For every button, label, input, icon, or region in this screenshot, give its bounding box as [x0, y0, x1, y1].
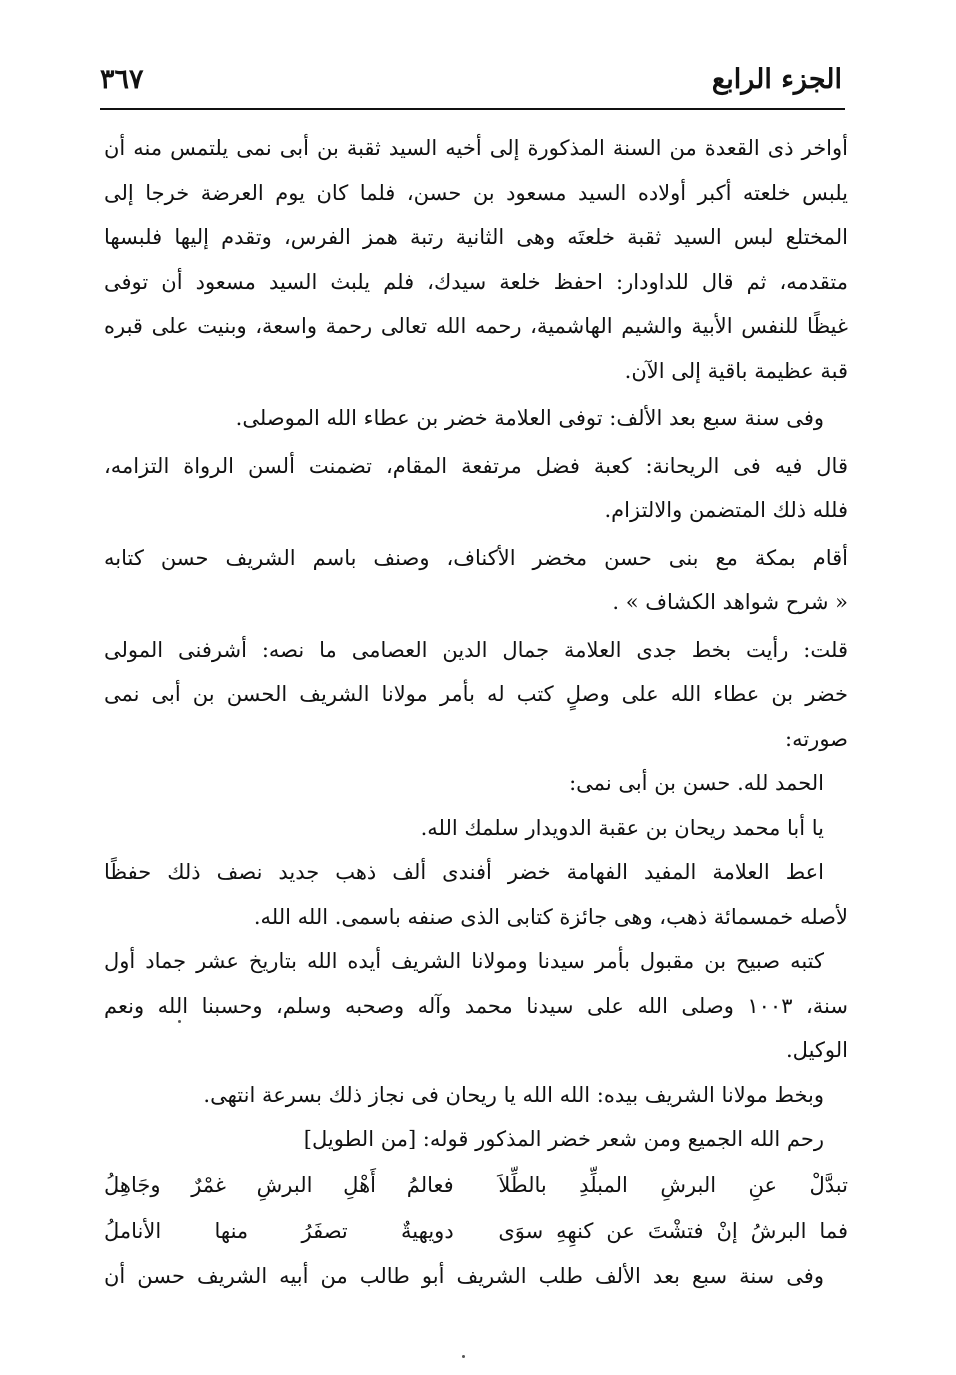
- text-line: وبخط مولانا الشريف بيده: الله الله يا ريحان فى نجاز ذلك بسرعة انتهى.: [203, 1082, 824, 1107]
- verse-second-hemistich: فعالمُ أَهْلِ البرشِ غمْرٌ وجَاهِلُ: [104, 1172, 454, 1197]
- text-line: قلت: رأيت بخط جدى العلامة جمال الدين العصامى ما نصه: أشرفنى المولى: [104, 637, 848, 662]
- text-line: اعط العلامة المفيد الفهامة خضر أفندى ألف ذهب جديد نصف ذلك حفظًا: [104, 860, 824, 884]
- text-line: أقام بمكة مع بنى حسن مخضر الأكناف، وصنف باسم الشريف حسن كتابه: [104, 545, 848, 570]
- text-line: وفى سنة سبع بعد الألف طلب الشريف أبو طالب من أبيه الشريف حسن أن: [104, 1263, 824, 1288]
- header-rule: [100, 108, 845, 110]
- text-line: لأصله خمسمائة ذهب، وهى جائزة كتابى الذى صنفه باسمى. الله الله.: [253, 904, 848, 929]
- text-line: صورته:: [785, 726, 848, 751]
- text-line: فلله ذلك المتضمن والالتزام.: [604, 498, 848, 522]
- text-line: أواخر ذى القعدة من السنة المذكورة إلى أخيه السيد ثقبة بن أبى نمى يلتمس منه أن: [104, 136, 848, 160]
- page-header: [100, 60, 842, 104]
- text-line: الحمد لله. حسن بن أبى نمى:: [569, 771, 824, 795]
- scan-speck: [178, 1020, 181, 1023]
- text-line: « شرح شواهد الكشاف » .: [612, 590, 848, 614]
- verse-first-hemistich: فما البرشُ إنْ فتشْتَ عن كنهِهِ سوَى: [498, 1218, 848, 1243]
- text-line: متقدمه، ثم قال للداودار: احفظ خلعة سيدك، فلم يلبث السيد مسعود أن توفى: [104, 269, 848, 294]
- text-line: الوكيل.: [786, 1038, 848, 1062]
- text-line: يا أبا محمد ريحان بن عقبة الدويدار سلمك الله.: [420, 815, 824, 840]
- text-line: يلبس خلعته أكبر أولاده السيد مسعود بن حسن، فلما كان يوم العرضة خرجا إلى: [104, 180, 848, 205]
- text-line: خضر بن عطاء الله على وصلٍ كتب له بأمر مولانا الشريف الحسن بن أبى نمى: [104, 682, 848, 706]
- verse-first-hemistich: تبدَّلْ عنِ البرشِ المبلِّدِ بالطِّلاَ: [498, 1172, 848, 1197]
- text-line: سنة، ١٠٠٣ وصلى الله على سيدنا محمد وآله وصحبه وسلم، وحسبنا الله ونعم: [104, 993, 848, 1018]
- scan-speck: [462, 1355, 465, 1358]
- text-line: قال فيه فى الريحانة: كعبة فضل مرتفعة المقام، تضمنت ألسن الرواة التزامه،: [104, 453, 848, 478]
- verse-second-hemistich: دويهيةٌ تصفَرُ منها الأناملُ: [104, 1218, 454, 1243]
- text-line: غيظًا للنفس الأبية والشيم الهاشمية، رحمه الله تعالى رحمة واسعة، وبنيت على قبره: [104, 314, 848, 338]
- text-line: المختلع لبس السيد ثقبة خلعتَه وهى الثانية رتبة همز الفرس، وتقدم إليها فلبسها: [104, 225, 848, 249]
- running-title: الجزء الرابع: [711, 64, 842, 95]
- page-number: ٣٦٧: [100, 64, 144, 95]
- text-line: رحم الله الجميع ومن شعر خضر المذكور قوله: [من الطويل]: [303, 1127, 824, 1151]
- body-text: [104, 126, 848, 1298]
- text-line: كتبه صبيح بن مقبول بأمر سيدنا ومولانا الشريف أيده الله بتاريخ عشر جماد أول: [104, 949, 824, 973]
- poem-verse: [104, 1208, 848, 1254]
- poem-verse: [104, 1162, 848, 1208]
- text-line: وفى سنة سبع بعد الألف: توفى العلامة خضر بن عطاء الله الموصلى.: [235, 406, 824, 430]
- text-line: قبة عظيمة باقية إلى الآن.: [624, 358, 848, 383]
